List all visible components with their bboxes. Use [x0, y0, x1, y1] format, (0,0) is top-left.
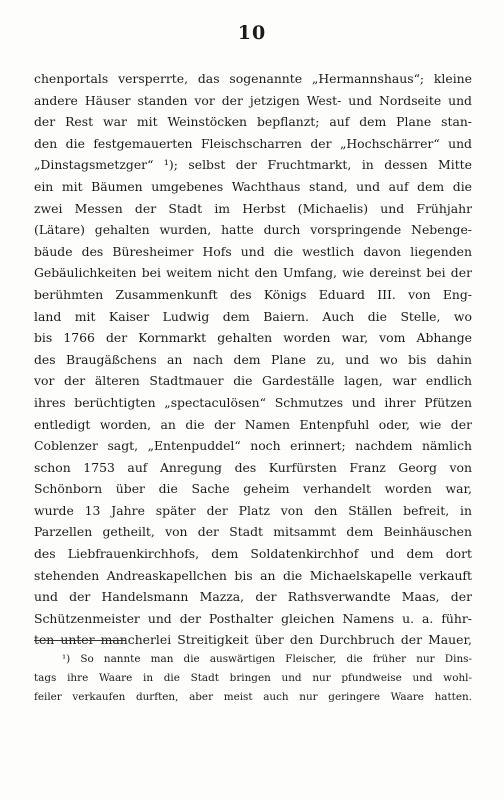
text-line-content: des Braugäßchens an nach dem Plane zu, und wo bis dahin: [34, 351, 472, 367]
text-line-content: zwei Messen der Stadt im Herbst (Michaelis) und Frühjahr: [34, 200, 472, 216]
text-line-content: chenportals versperrte, das sogenannte „Hermannshaus“; kleine: [34, 71, 472, 86]
text-line: [34, 543, 472, 565]
footnote-line-content: ¹) So nannte man die auswärtigen Fleischer, die früher nur Dins-: [62, 653, 472, 665]
text-line-content: Schützenmeister und der Posthalter gleichen Namens u. a. führ-: [34, 610, 472, 626]
text-line: [34, 327, 472, 349]
text-line-content: wurde 13 Jahre später der Platz von den Ställen befreit, in: [34, 502, 472, 518]
text-line-content: den die festgemauerten Fleischscharren der „Hochschärrer“ und: [34, 135, 472, 151]
text-line: [34, 262, 472, 284]
text-line-content: ihres berüchtigten „spectaculösen“ Schmutzes und ihrer Pfützen: [34, 394, 472, 410]
text-line: [34, 414, 472, 436]
text-line-content: Schönborn über die Sache geheim verhandelt worden war,: [34, 481, 472, 497]
text-line-content: schon 1753 auf Anregung des Kurfürsten Franz Georg von: [34, 459, 472, 475]
text-line-content: des Liebfrauenkirchhofs, dem Soldatenkirchhof und dem dort: [34, 546, 472, 562]
text-line-content: andere Häuser standen vor der jetzigen West- und Nordseite und: [34, 92, 472, 108]
footnote-line-content: feiler verkaufen durften, aber meist auch nur geringere Waare hatten.: [34, 691, 472, 703]
text-line: [34, 176, 472, 198]
text-line-content: Gebäulichkeiten bei weitem nicht den Umfang, wie dereinst bei der: [34, 265, 472, 281]
text-line-content: der Rest war mit Weinstöcken bepflanzt; auf dem Plane stan-: [34, 114, 472, 130]
footnote-line: [34, 669, 472, 688]
text-line: [34, 219, 472, 241]
body-text: [34, 68, 472, 651]
text-line: [34, 154, 472, 176]
text-line-content: bis 1766 der Kornmarkt gehalten worden war, vom Abhange: [34, 330, 472, 346]
text-line-content: stehenden Andreaskapellchen bis an die Michaelskapelle verkauft: [34, 567, 472, 583]
text-line: [34, 392, 472, 414]
page-number: 10: [237, 22, 267, 44]
text-line: [34, 478, 472, 500]
text-line-content: entledigt worden, an die der Namen Entenpfuhl oder, wie der: [34, 416, 472, 432]
text-line-content: ten unter mancherlei Streitigkeit über den Durchbruch der Mauer,: [34, 632, 472, 648]
text-line: [34, 370, 472, 392]
text-line: [34, 500, 472, 522]
text-line: [34, 133, 472, 155]
text-line: [34, 586, 472, 608]
text-line: [34, 521, 472, 543]
footnote-line: [34, 688, 472, 707]
text-line: [34, 111, 472, 133]
text-line-content: ein mit Bäumen umgebenes Wachthaus stand, und auf dem die: [34, 178, 472, 194]
text-line: [34, 198, 472, 220]
text-line: [34, 241, 472, 263]
text-line-content: und der Handelsmann Mazza, der Rathsverwandte Maas, der: [34, 589, 472, 605]
footnote: [34, 650, 472, 707]
text-line-content: land mit Kaiser Ludwig dem Baiern. Auch die Stelle, wo: [34, 308, 472, 324]
text-line: [34, 457, 472, 479]
text-line: [34, 608, 472, 630]
text-line-content: Coblenzer sagt, „Entenpuddel“ noch erinnert; nachdem nämlich: [34, 438, 472, 454]
text-line: [34, 349, 472, 371]
text-line: [34, 435, 472, 457]
text-line: [34, 90, 472, 112]
text-line-content: „Dinstagsmetzger“ ¹); selbst der Fruchtmarkt, in dessen Mitte: [34, 157, 472, 173]
text-line: [34, 68, 472, 90]
text-line-content: vor der älteren Stadtmauer die Gardeställe lagen, war endlich: [34, 373, 472, 389]
text-line-content: (Lätare) gehalten wurden, hatte durch vorspringende Nebenge-: [34, 222, 472, 238]
footnote-separator: [34, 640, 126, 641]
text-line: [34, 284, 472, 306]
text-line-content: bäude des Büresheimer Hofs und die westlich davon liegenden: [34, 243, 472, 259]
footnote-line-content: tags ihre Waare in die Stadt bringen und nur pfundweise und wohl-: [34, 672, 472, 684]
footnote-line: [34, 650, 472, 669]
text-line-content: berühmten Zusammenkunft des Königs Eduard III. von Eng-: [34, 286, 472, 302]
text-line-content: Parzellen getheilt, von der Stadt mitsammt dem Beinhäuschen: [34, 524, 472, 540]
text-line: [34, 565, 472, 587]
text-line: [34, 306, 472, 328]
